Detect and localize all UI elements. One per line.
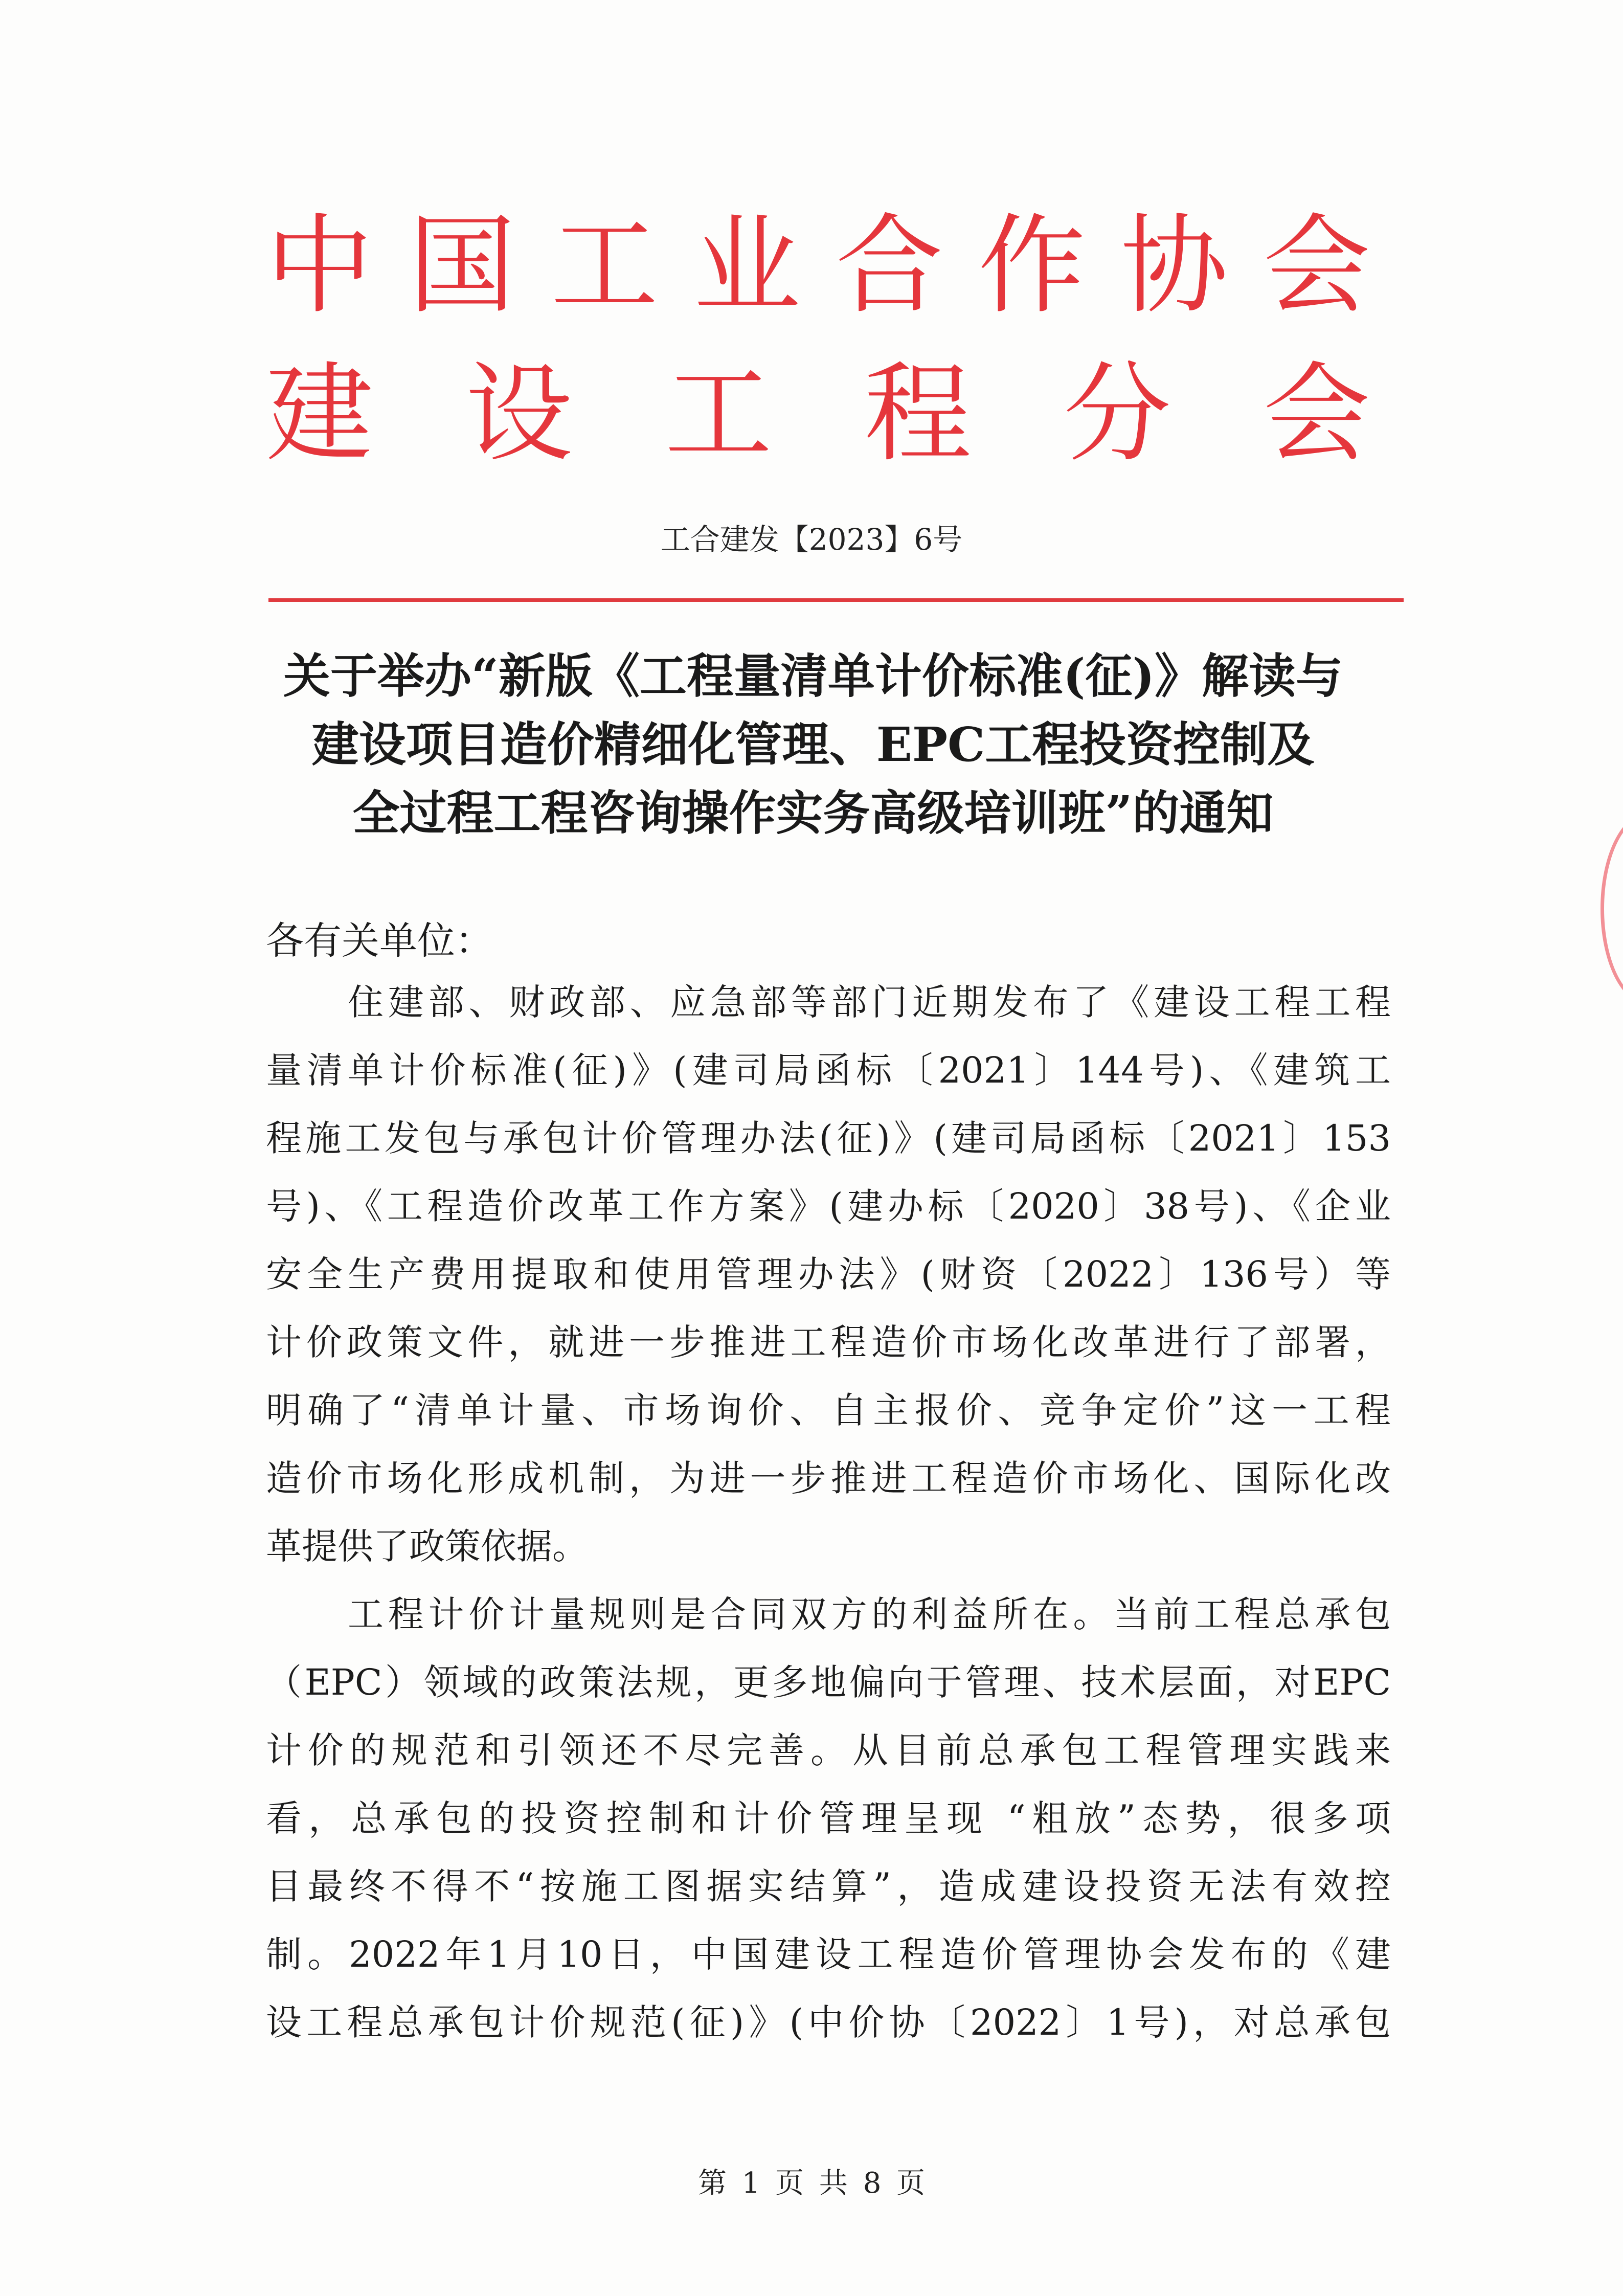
body-line: （EPC）领域的政策法规，更多地偏向于管理、技术层面，对EPC — [266, 1661, 1391, 1703]
document-title — [220, 642, 1406, 847]
issuer-name-line-2: 建设工程分会 — [266, 351, 1370, 477]
body-line: 目最终不得不“按施工图据实结算”，造成建设投资无法有效控 — [266, 1865, 1391, 1907]
salutation: 各有关单位： — [266, 919, 493, 963]
body-line: 工程计价计量规则是合同双方的利益所在。当前工程总承包 — [348, 1593, 1391, 1635]
document-number: 工合建发【2023】6号 — [660, 522, 963, 557]
body-line: 看，总承包的投资控制和计价管理呈现 “粗放”态势，很多项 — [266, 1797, 1391, 1839]
body-line: 革提供了政策依据。 — [266, 1525, 588, 1567]
body-line: 程施工发包与承包计价管理办法(征)》(建司局函标〔2021〕153 — [266, 1117, 1391, 1159]
body-line: 住建部、财政部、应急部等部门近期发布了《建设工程工程 — [348, 981, 1391, 1023]
body-line: 计价的规范和引领还不尽完善。从目前总承包工程管理实践来 — [266, 1729, 1391, 1771]
body-line: 计价政策文件，就进一步推进工程造价市场化改革进行了部署， — [266, 1321, 1391, 1363]
body-line: 设工程总承包计价规范(征)》(中价协〔2022〕1号)，对总承包 — [266, 2001, 1391, 2043]
body-line: 号)、《工程造价改革工作方案》(建办标〔2020〕38号)、《企业 — [266, 1185, 1391, 1227]
body-line: 制。2022年1月10日，中国建设工程造价管理协会发布的《建 — [266, 1933, 1391, 1975]
title-line: 关于举办“新版《工程量清单计价标准(征)》解读与 — [283, 648, 1343, 704]
issuer-name-line-1: 中国工业合作协会 — [266, 203, 1370, 328]
seal-stamp-edge — [1601, 813, 1623, 1004]
title-line: 全过程工程咨询操作实务高级培训班”的通知 — [352, 785, 1274, 841]
body-line: 安全生产费用提取和使用管理办法》(财资〔2022〕136号）等 — [266, 1253, 1391, 1295]
body-line: 量清单计价标准(征)》(建司局函标〔2021〕144号)、《建筑工 — [266, 1049, 1391, 1091]
page-number-footer: 第 1 页 共 8 页 — [697, 2167, 926, 2200]
red-divider-line — [268, 598, 1404, 602]
body-line: 造价市场化形成机制，为进一步推进工程造价市场化、国际化改 — [266, 1457, 1391, 1499]
body-line: 明确了“清单计量、市场询价、自主报价、竞争定价”这一工程 — [266, 1389, 1391, 1431]
title-line: 建设项目造价精细化管理、EPC工程投资控制及 — [311, 717, 1315, 772]
